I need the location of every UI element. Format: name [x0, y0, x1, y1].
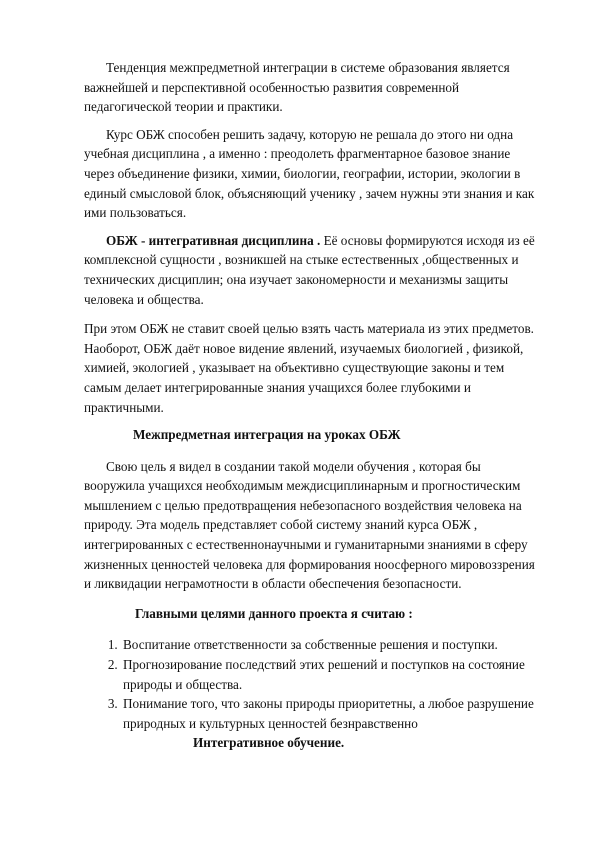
paragraph-course-obzh: Курс ОБЖ способен решить задачу, которую не решала до этого ни одна учебная дисциплина , а именно : преодолеть фрагментарное базовое знание через объединение физики, химии, биологии, географии, истории, экологии в единый смысловой блок, объясняющий ученику , зачем нужны эти знания и как ими пользоваться. — [84, 126, 535, 221]
goals-list — [84, 635, 537, 733]
paragraph-text: Её основы формируются исходя из её комплексной сущности , возникшей на стыке естественных ,общественных и технических дисциплин; она изучает закономерности и механизмы защиты человека и общества. — [84, 232, 535, 307]
bold-lead: ОБЖ - интегративная дисциплина . — [106, 232, 321, 248]
paragraph-integrative-discipline — [84, 231, 537, 309]
list-item: 1. Воспитание ответственности за собственные решения и поступки. — [121, 635, 537, 655]
paragraph-model-goal: Свою цель я видел в создании такой модели обучения , которая бы вооружила учащихся необходимым междисциплинарным и прогностическим мышлением с целью предотвращения небезопасного воздействия человека на природу. Эта модель представляет собой систему знаний курса ОБЖ , интегрированных с естественнонаучными и гуманитарными знаниями в сферу жизненных ценностей человека для формирования ноосферного мировоззрения и ликвидации неграмотности в области обеспечения безопасности. — [84, 458, 535, 592]
list-item: 3. Понимание того, что законы природы приоритетны, а любое разрушение природных и культурных ценностей безнравственно — [121, 694, 537, 733]
paragraph-intro: Тенденция межпредметной интеграции в системе образования является важнейшей и перспективной особенностью развития современной педагогической теории и практики. — [84, 60, 510, 115]
paragraph-new-vision: При этом ОБЖ не ставит своей целью взять часть материала из этих предметов. Наоборот, ОБЖ даёт новое видение явлений, изучаемых биологией , физикой, химией, экологией , указывает на объективно существующие законы и тем самым делает интегрированные знания учащихся более глубокими и практичными. — [84, 321, 534, 415]
section-heading-interdisciplinary: Межпредметная интеграция на уроках ОБЖ — [133, 427, 401, 443]
list-item: 2. Прогнозирование последствий этих решений и поступков на состояние природы и общества. — [121, 655, 537, 694]
section-heading-integrative-learning: Интегративное обучение. — [193, 735, 345, 751]
section-heading-goals: Главными целями данного проекта я считаю : — [135, 605, 413, 621]
